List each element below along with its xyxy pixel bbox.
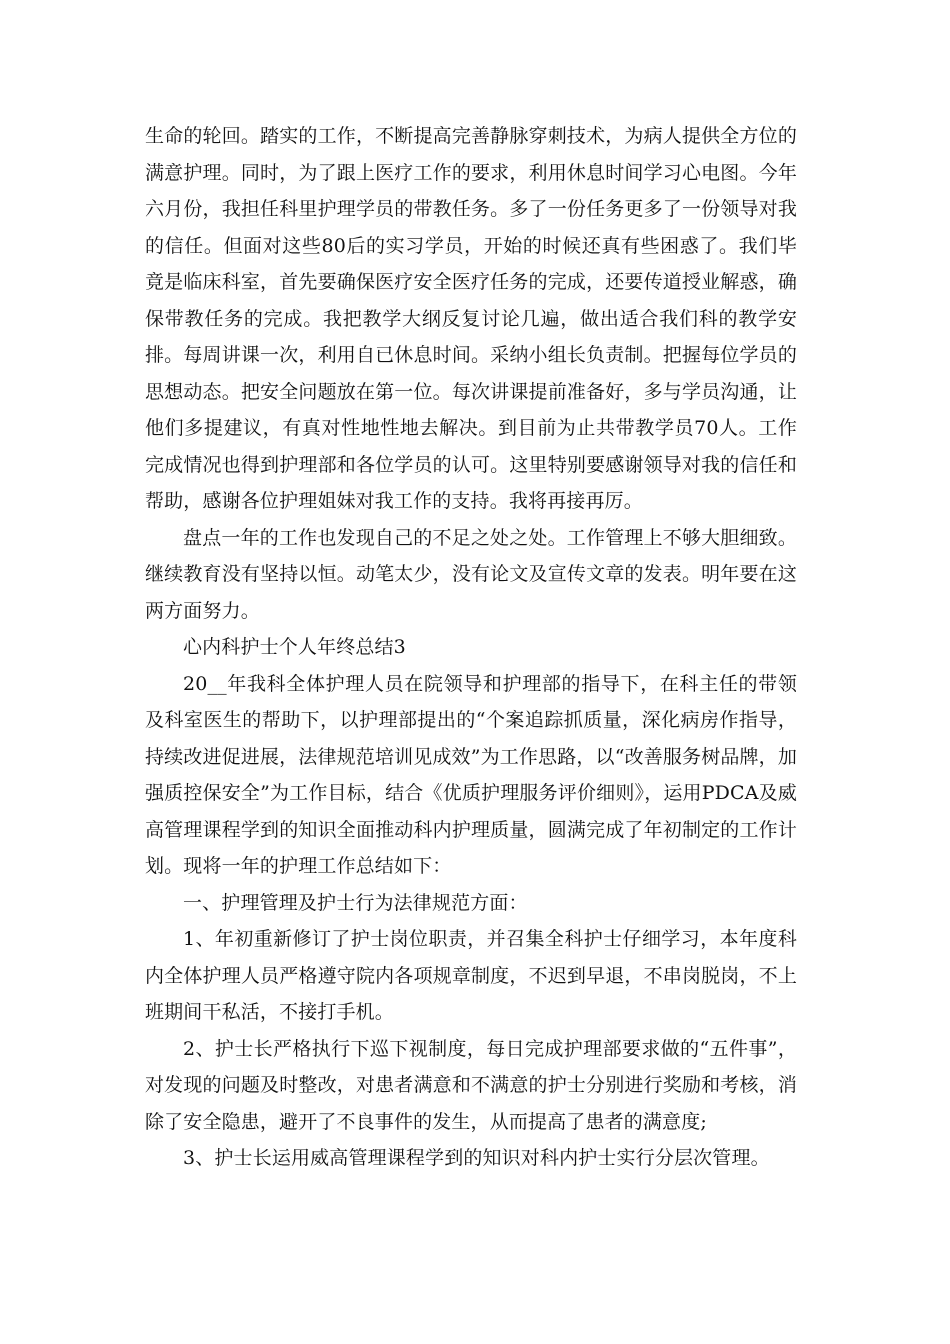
section-heading: 心内科护士个人年终总结3: [183, 636, 406, 658]
list-item-3: 3、护士长运用威高管理课程学到的知识对科内护士实行分层次管理。: [183, 1147, 770, 1169]
paragraph-3: 20__年我科全体护理人员在院领导和护理部的指导下，在科主任的带领及科室医生的帮助下，以护理部提出的“个案追踪抓质量，深化病房作指导，持续改进促进展，法律规范培训见成效”为工作思路，以“改善服务树品牌，加强质控保安全”为工作目标，结合《优质护理服务评价细则》，运用PDCA及威高管理课程学到的知识全面推动科内护理质量，圆满完成了年初制定的工作计划。现将一年的护理工作总结如下：: [145, 672, 797, 877]
list-item-2: 2、护士长严格执行下巡下视制度，每日完成护理部要求做的“五件事”，对发现的问题及时整改，对患者满意和不满意的护士分别进行奖励和考核，消除了安全隐患，避开了不良事件的发生，从而提高了患者的满意度;: [145, 1037, 797, 1133]
subsection-heading: 一、护理管理及护士行为法律规范方面：: [183, 891, 528, 914]
paragraph-2: 盘点一年的工作也发现自己的不足之处之处。工作管理上不够大胆细致。继续教育没有坚持以恒。动笔太少，没有论文及宣传文章的发表。明年要在这两方面努力。: [145, 526, 797, 622]
list-item-1: 1、年初重新修订了护士岗位职责，并召集全科护士仔细学习，本年度科内全体护理人员严格遵守院内各项规章制度，不迟到早退，不串岗脱岗，不上班期间干私活，不接打手机。: [145, 928, 797, 1023]
paragraph-1: 生命的轮回。踏实的工作，不断提高完善静脉穿刺技术，为病人提供全方位的满意护理。同时，为了跟上医疗工作的要求，利用休息时间学习心电图。今年六月份，我担任科里护理学员的带教任务。多了一份任务更多了一份领导对我的信任。但面对这些80后的实习学员，开始的时候还真有些困惑了。我们毕竟是临床科室，首先要确保医疗安全医疗任务的完成，还要传道授业解惑，确保带教任务的完成。我把教学大纲反复讨论几遍，做出适合我们科的教学安排。每周讲课一次，利用自已休息时间。采纳小组长负责制。把握每位学员的思想动态。把安全问题放在第一位。每次讲课提前准备好，多与学员沟通，让他们多提建议，有真对性地性地去解决。到目前为止共带教学员70人。工作完成情况也得到护理部和各位学员的认可。这里特别要感谢领导对我的信任和帮助，感谢各位护理姐妹对我工作的支持。我将再接再厉。: [145, 125, 797, 512]
document-page: [145, 118, 797, 1177]
